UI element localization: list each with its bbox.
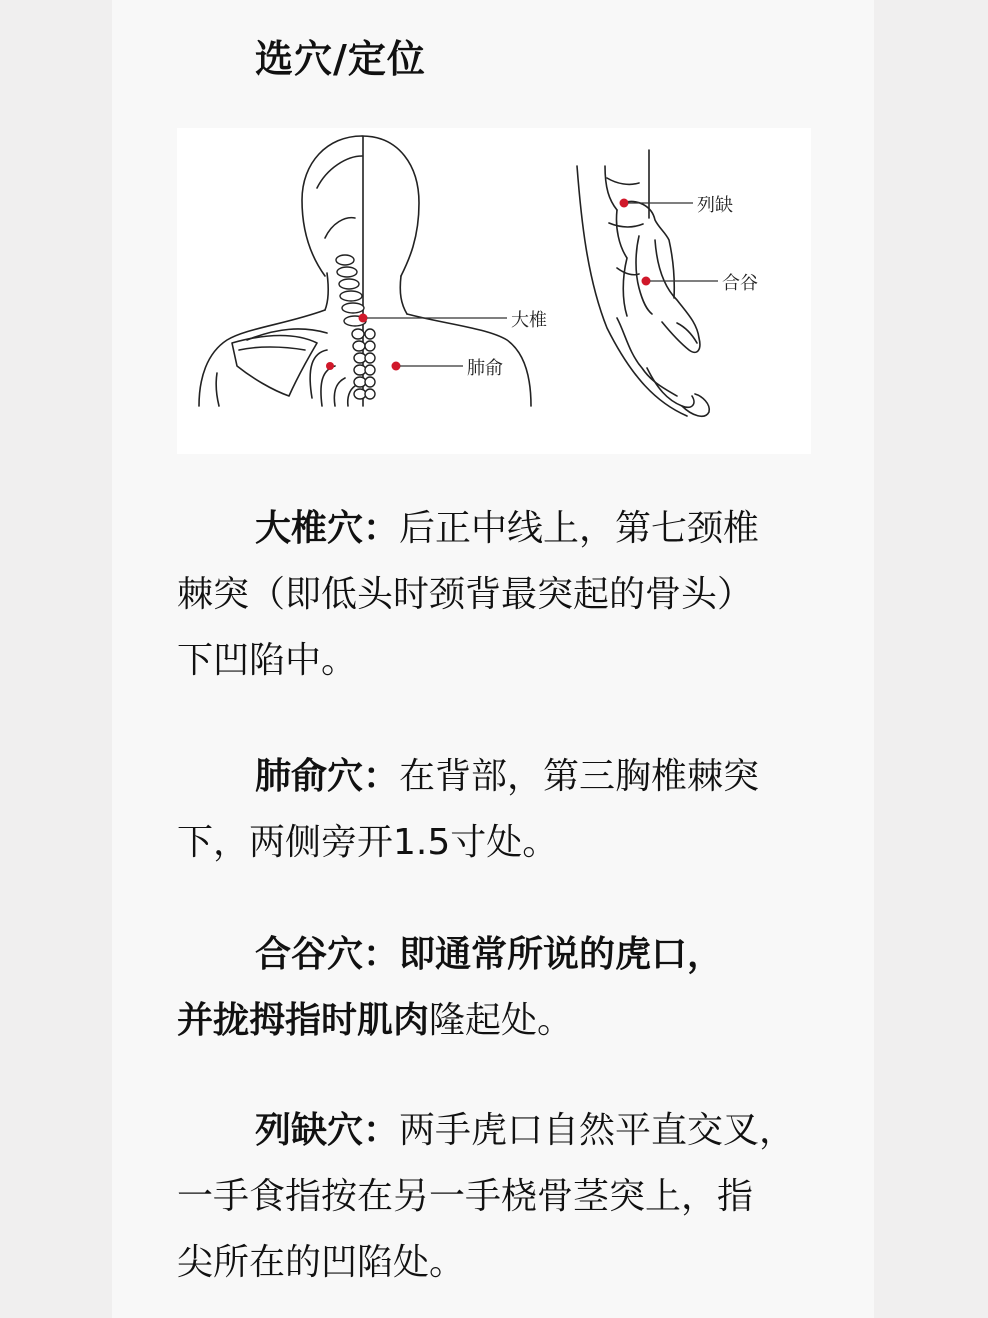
- feishu-point: [392, 362, 401, 371]
- feishu-text-2: 下，两侧旁开1.5寸处。: [177, 822, 559, 863]
- lieque-label: 列缺: [697, 195, 733, 216]
- acupoint-illustration: [177, 128, 811, 454]
- hegu-paragraph: [177, 922, 817, 1054]
- hegu-label: 合谷: [722, 273, 758, 294]
- page-title: 选穴/定位: [255, 37, 426, 81]
- dazhui-name: 大椎穴：: [255, 508, 400, 549]
- hegu-text-1: 即通常所说的虎口，: [399, 934, 724, 975]
- feishu-label: 肺俞: [467, 358, 503, 379]
- lieque-text-1: 两手虎口自然平直交叉，: [399, 1110, 796, 1151]
- feishu-point-left: [326, 362, 334, 370]
- feishu-text-1: 在背部，第三胸椎棘突: [399, 756, 760, 797]
- dazhui-label: 大椎: [511, 310, 547, 331]
- dazhui-text-3: 下凹陷中。: [177, 640, 358, 681]
- dazhui-text-2: 棘突（即低头时颈背最突起的骨头）: [177, 574, 754, 615]
- dazhui-point: [359, 314, 368, 323]
- dazhui-paragraph: [177, 496, 817, 694]
- hegu-point: [642, 277, 651, 286]
- feishu-name: 肺俞穴：: [255, 756, 400, 797]
- acupoint-drawing: [177, 128, 811, 454]
- dazhui-text-1: 后正中线上，第七颈椎: [399, 508, 760, 549]
- feishu-paragraph: [177, 744, 817, 876]
- hegu-text-2-rest: 隆起处。: [429, 1000, 574, 1041]
- lieque-paragraph: [177, 1098, 817, 1296]
- lieque-name: 列缺穴：: [255, 1110, 400, 1151]
- lieque-text-2: 一手食指按在另一手桡骨茎突上，指: [177, 1176, 754, 1217]
- hegu-text-2-bold: 并拢拇指时肌肉: [177, 1000, 430, 1041]
- hegu-name: 合谷穴：: [255, 934, 400, 975]
- lieque-text-3: 尖所在的凹陷处。: [177, 1242, 466, 1283]
- lieque-point: [620, 199, 629, 208]
